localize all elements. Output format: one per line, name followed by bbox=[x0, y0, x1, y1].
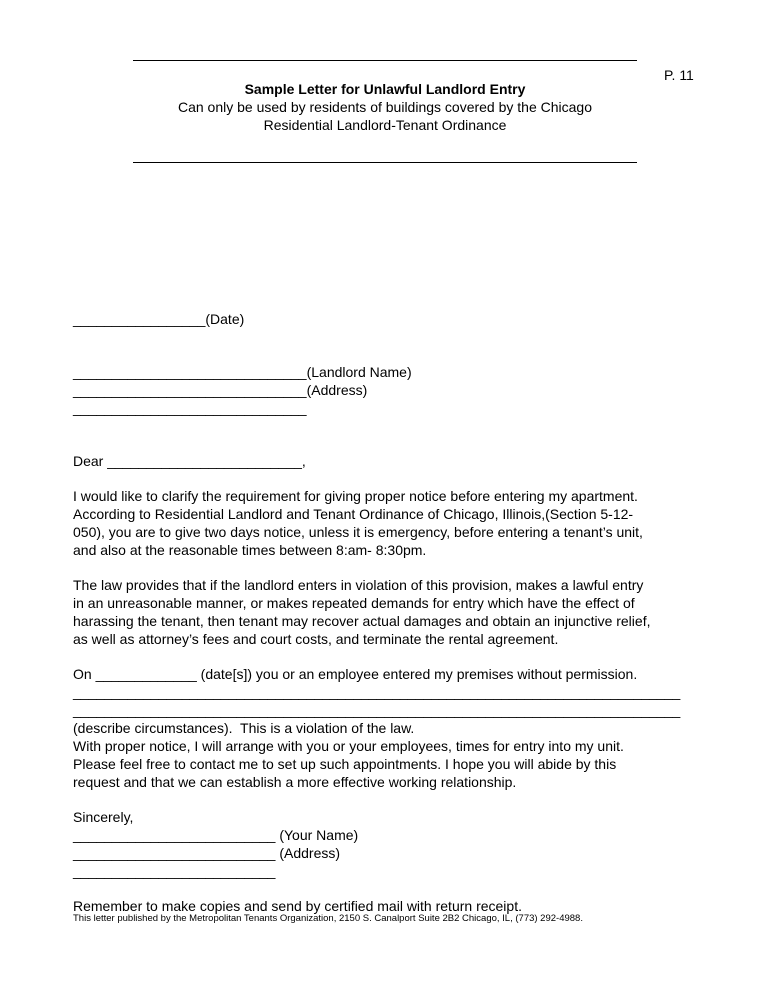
header-bottom-rule bbox=[133, 162, 637, 163]
paragraph-1-line: and also at the reasonable times between 8:am- 8:30pm. bbox=[73, 542, 427, 558]
circumstances-blank-line: ______________________________________________________________________________ bbox=[73, 684, 681, 700]
letter-title: Sample Letter for Unlawful Landlord Entry bbox=[244, 81, 526, 97]
paragraph-2-line: in an unreasonable manner, or makes repeated demands for entry which have the effect of bbox=[73, 595, 635, 611]
subtitle-line-1: Can only be used by residents of buildings covered by the Chicago bbox=[177, 99, 593, 115]
signature-name-line: __________________________ (Your Name) bbox=[73, 827, 359, 843]
paragraph-1-line: 050), you are to give two days notice, unless it is emergency, before entering a tenant’s unit, bbox=[73, 524, 643, 540]
landlord-address-line-2: ______________________________ bbox=[73, 400, 307, 416]
paragraph-1-line: I would like to clarify the requirement for giving proper notice before entering my apartment. bbox=[73, 488, 638, 504]
circumstances-blank-line: ______________________________________________________________________________ bbox=[73, 702, 681, 718]
paragraph-3-line: On _____________ (date[s]) you or an employee entered my premises without permission. bbox=[73, 666, 638, 682]
publisher-footer: This letter published by the Metropolitan Tenants Organization, 2150 S. Canalport Suite 2B2 Chicago, IL, (773) 292-4988. bbox=[73, 913, 583, 924]
subtitle-line-2: Residential Landlord-Tenant Ordinance bbox=[263, 117, 507, 133]
signature-address-line: __________________________ (Address) bbox=[73, 845, 341, 861]
paragraph-3-line: With proper notice, I will arrange with you or your employees, times for entry into my unit. bbox=[73, 738, 624, 754]
closing: Sincerely, bbox=[73, 809, 134, 825]
salutation: Dear _________________________, bbox=[73, 453, 306, 469]
paragraph-2-line: as well as attorney’s fees and court costs, and terminate the rental agreement. bbox=[73, 631, 559, 647]
signature-address-line-2: __________________________ bbox=[73, 863, 276, 879]
page-number: P. 11 bbox=[664, 67, 694, 83]
date-line: _________________(Date) bbox=[73, 311, 245, 327]
paragraph-3-line: (describe circumstances). This is a violation of the law. bbox=[73, 720, 415, 736]
paragraph-1-line: According to Residential Landlord and Tenant Ordinance of Chicago, Illinois,(Section 5-12- bbox=[73, 506, 634, 522]
paragraph-2-line: The law provides that if the landlord enters in violation of this provision, makes a lawful entry bbox=[73, 577, 644, 593]
landlord-name-line: ______________________________(Landlord Name) bbox=[73, 364, 412, 380]
paragraph-3-line: request and that we can establish a more effective working relationship. bbox=[73, 774, 517, 790]
reminder-note: Remember to make copies and send by certified mail with return receipt. bbox=[73, 898, 522, 914]
landlord-address-line: ______________________________(Address) bbox=[73, 382, 368, 398]
paragraph-2-line: harassing the tenant, then tenant may recover actual damages and obtain an injunctive relief, bbox=[73, 613, 651, 629]
paragraph-3-line: Please feel free to contact me to set up such appointments. I hope you will abide by this bbox=[73, 756, 617, 772]
header-top-rule bbox=[133, 60, 637, 61]
